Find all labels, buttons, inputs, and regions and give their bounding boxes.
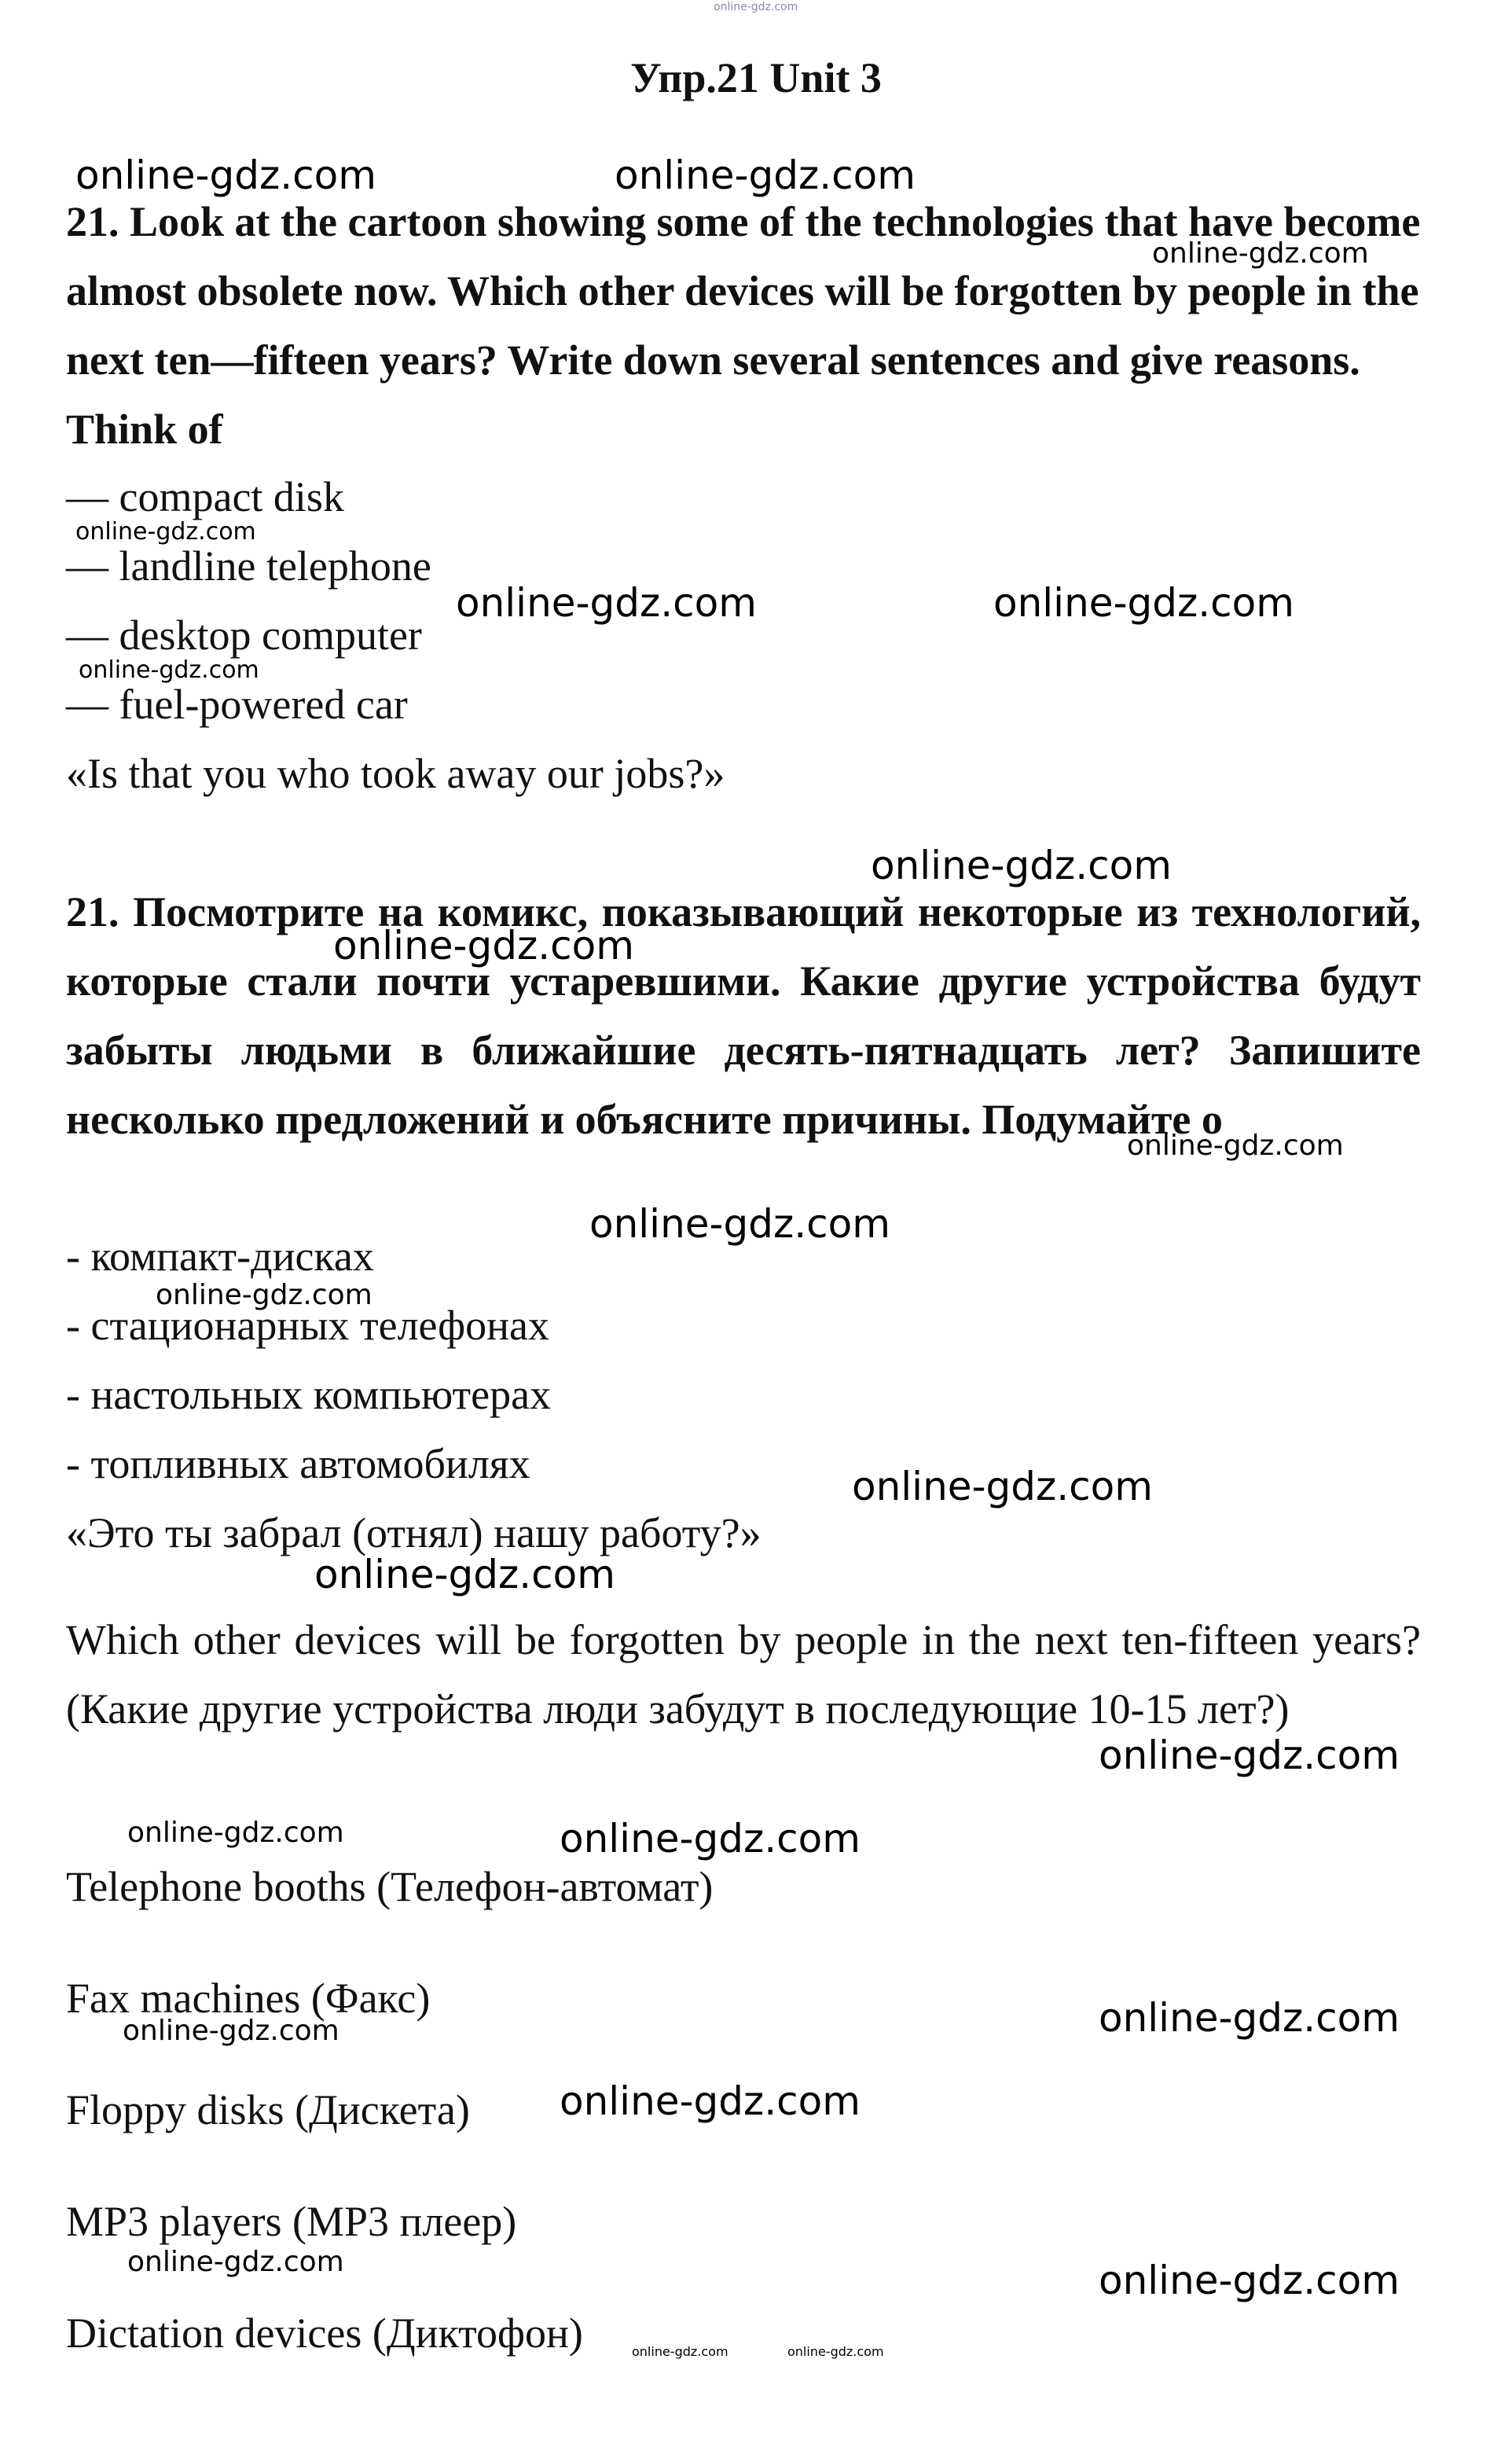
watermark: online-gdz.com <box>632 2344 728 2359</box>
watermark: online-gdz.com <box>75 518 256 546</box>
watermark: online-gdz.com <box>560 2078 861 2124</box>
english-task-text: 21. Look at the cartoon showing some of the technologies that have become almost obsolete now. Which other devices will be forgotten by people in the next ten—fifteen years? Write down several sentences and give reasons. Think of <box>66 198 1421 453</box>
watermark: online-gdz.com <box>615 152 916 198</box>
watermark: online-gdz.com <box>1099 2258 1400 2303</box>
answer-item-telephone-booths: Telephone booths (Телефон-автомат) <box>66 1863 714 1910</box>
watermark: online-gdz.com <box>560 1816 861 1861</box>
answer-item-fax-machines: Fax machines (Факс) <box>66 1975 431 2022</box>
watermark: online-gdz.com <box>993 580 1294 626</box>
watermark: online-gdz.com <box>852 1464 1153 1509</box>
watermark: online-gdz.com <box>79 656 259 684</box>
answer-question: Which other devices will be forgotten by people in the next ten-fifteen years? (Какие другие устройства люди забудут в последующие 10-15 лет?) <box>66 1616 1421 1733</box>
page-title: Упр.21 Unit 3 <box>630 54 882 101</box>
russian-item-landline: - стационарных телефонах <box>66 1302 550 1349</box>
english-item-desktop: — desktop computer <box>66 612 422 659</box>
watermark: online-gdz.com <box>75 152 376 198</box>
watermark: online-gdz.com <box>456 580 757 626</box>
watermark: online-gdz.com <box>871 843 1172 888</box>
english-item-compact-disk: — compact disk <box>66 473 344 520</box>
english-quote: «Is that you who took away our jobs?» <box>66 750 725 797</box>
russian-item-fuel-car: - топливных автомобилях <box>66 1440 530 1487</box>
russian-item-cd: - компакт-дисках <box>66 1233 374 1280</box>
watermark: online-gdz.com <box>127 1817 344 1849</box>
watermark: online-gdz.com <box>1099 1995 1400 2041</box>
watermark: online-gdz.com <box>1127 1130 1344 1162</box>
russian-item-desktop: - настольных компьютерах <box>66 1371 552 1418</box>
watermark: online-gdz.com <box>714 1 798 13</box>
watermark: online-gdz.com <box>123 2015 339 2047</box>
watermark: online-gdz.com <box>1152 237 1369 270</box>
russian-quote: «Это ты забрал (отнял) нашу работу?» <box>66 1509 762 1556</box>
english-item-fuel-car: — fuel-powered car <box>66 681 408 728</box>
watermark: online-gdz.com <box>589 1201 890 1247</box>
watermark: online-gdz.com <box>156 1279 372 1311</box>
watermark: online-gdz.com <box>127 2246 344 2278</box>
watermark: online-gdz.com <box>787 2344 884 2359</box>
watermark: online-gdz.com <box>1099 1733 1400 1778</box>
answer-item-dictation-devices: Dictation devices (Диктофон) <box>66 2310 583 2357</box>
russian-task-text: 21. Посмотрите на комикс, показывающий некоторые из технологий, которые стали почти устаревшими. Какие другие устройства будут забыты людьми в ближайшие десять-пятнадцать лет? Запишите несколько предложений и объясните причины. Подумайте о <box>66 888 1421 1143</box>
english-item-landline: — landline telephone <box>66 542 431 590</box>
watermark: online-gdz.com <box>314 1552 615 1597</box>
answer-item-floppy-disks: Floppy disks (Дискета) <box>66 2086 470 2133</box>
answer-item-mp3-players: MP3 players (MP3 плеер) <box>66 2198 517 2245</box>
watermark: online-gdz.com <box>333 923 634 968</box>
